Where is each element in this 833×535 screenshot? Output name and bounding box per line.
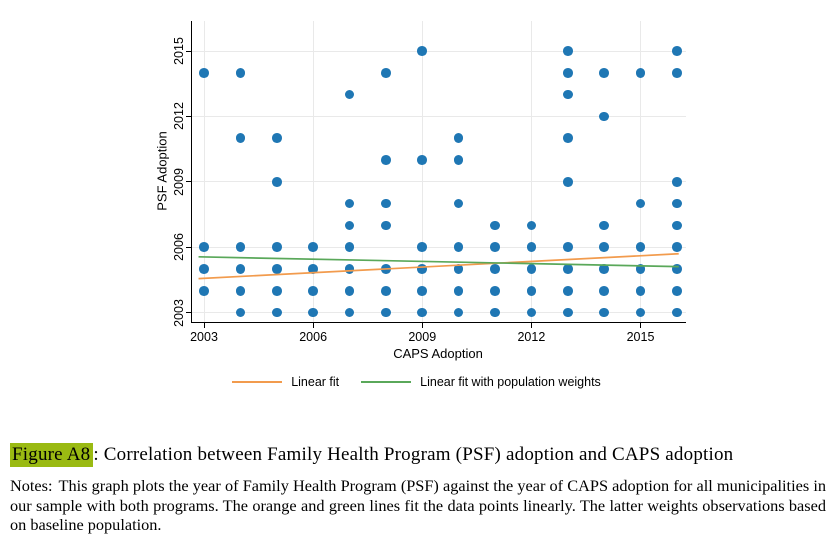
linear-fit-line-swatch: [232, 381, 282, 383]
chart-legend: [0, 375, 833, 389]
notes-label: Notes:: [10, 476, 53, 496]
x-tick-label: 2006: [299, 330, 328, 344]
y-tick-label: 2015: [172, 37, 186, 65]
x-tick-mark: [313, 323, 314, 328]
y-tick-mark: [186, 51, 191, 52]
legend-label: Linear fit: [291, 375, 340, 389]
y-tick-label: 2012: [172, 102, 186, 131]
weighted-fit-line-swatch: [361, 381, 411, 383]
notes-text: This graph plots the year of Family Health Program (PSF) against the year of CAPS adoption for all municipalities in our sample with both programs. The orange and green lines fit the data points linearly. The latter weights observations based on baseline population.: [10, 476, 826, 535]
x-tick-mark: [640, 323, 641, 328]
x-tick-label: 2012: [517, 330, 546, 344]
x-tick-mark: [531, 323, 532, 328]
plot-area: [172, 21, 686, 344]
y-tick-label: 2003: [172, 298, 186, 327]
x-tick-mark: [422, 323, 423, 328]
y-tick-mark: [186, 181, 191, 182]
legend-label: Linear fit with population weights: [420, 375, 601, 389]
x-axis-title: CAPS Adoption: [393, 346, 483, 361]
figure-notes: [10, 476, 826, 535]
x-tick-label: 2015: [626, 330, 655, 344]
legend-item-weighted-fit: [361, 375, 601, 389]
y-tick-label: 2006: [172, 233, 186, 262]
legend-item-linear-fit: [232, 375, 339, 389]
y-tick-mark: [186, 116, 191, 117]
figure-tag-highlight: Figure A8: [10, 443, 93, 467]
figure-caption: [10, 444, 825, 466]
x-tick-label: 2003: [190, 330, 218, 344]
caption-text: Correlation between Family Health Program (PSF) adoption and CAPS adoption: [103, 444, 734, 465]
y-axis-title: PSF Adoption: [154, 131, 170, 211]
fit-lines-layer: [192, 21, 686, 322]
y-tick-label: 2009: [172, 167, 186, 196]
y-tick-mark: [186, 247, 191, 248]
x-tick-mark: [204, 323, 205, 328]
y-tick-mark: [186, 312, 191, 313]
caption-separator: :: [93, 444, 104, 465]
x-tick-label: 2009: [408, 330, 437, 344]
